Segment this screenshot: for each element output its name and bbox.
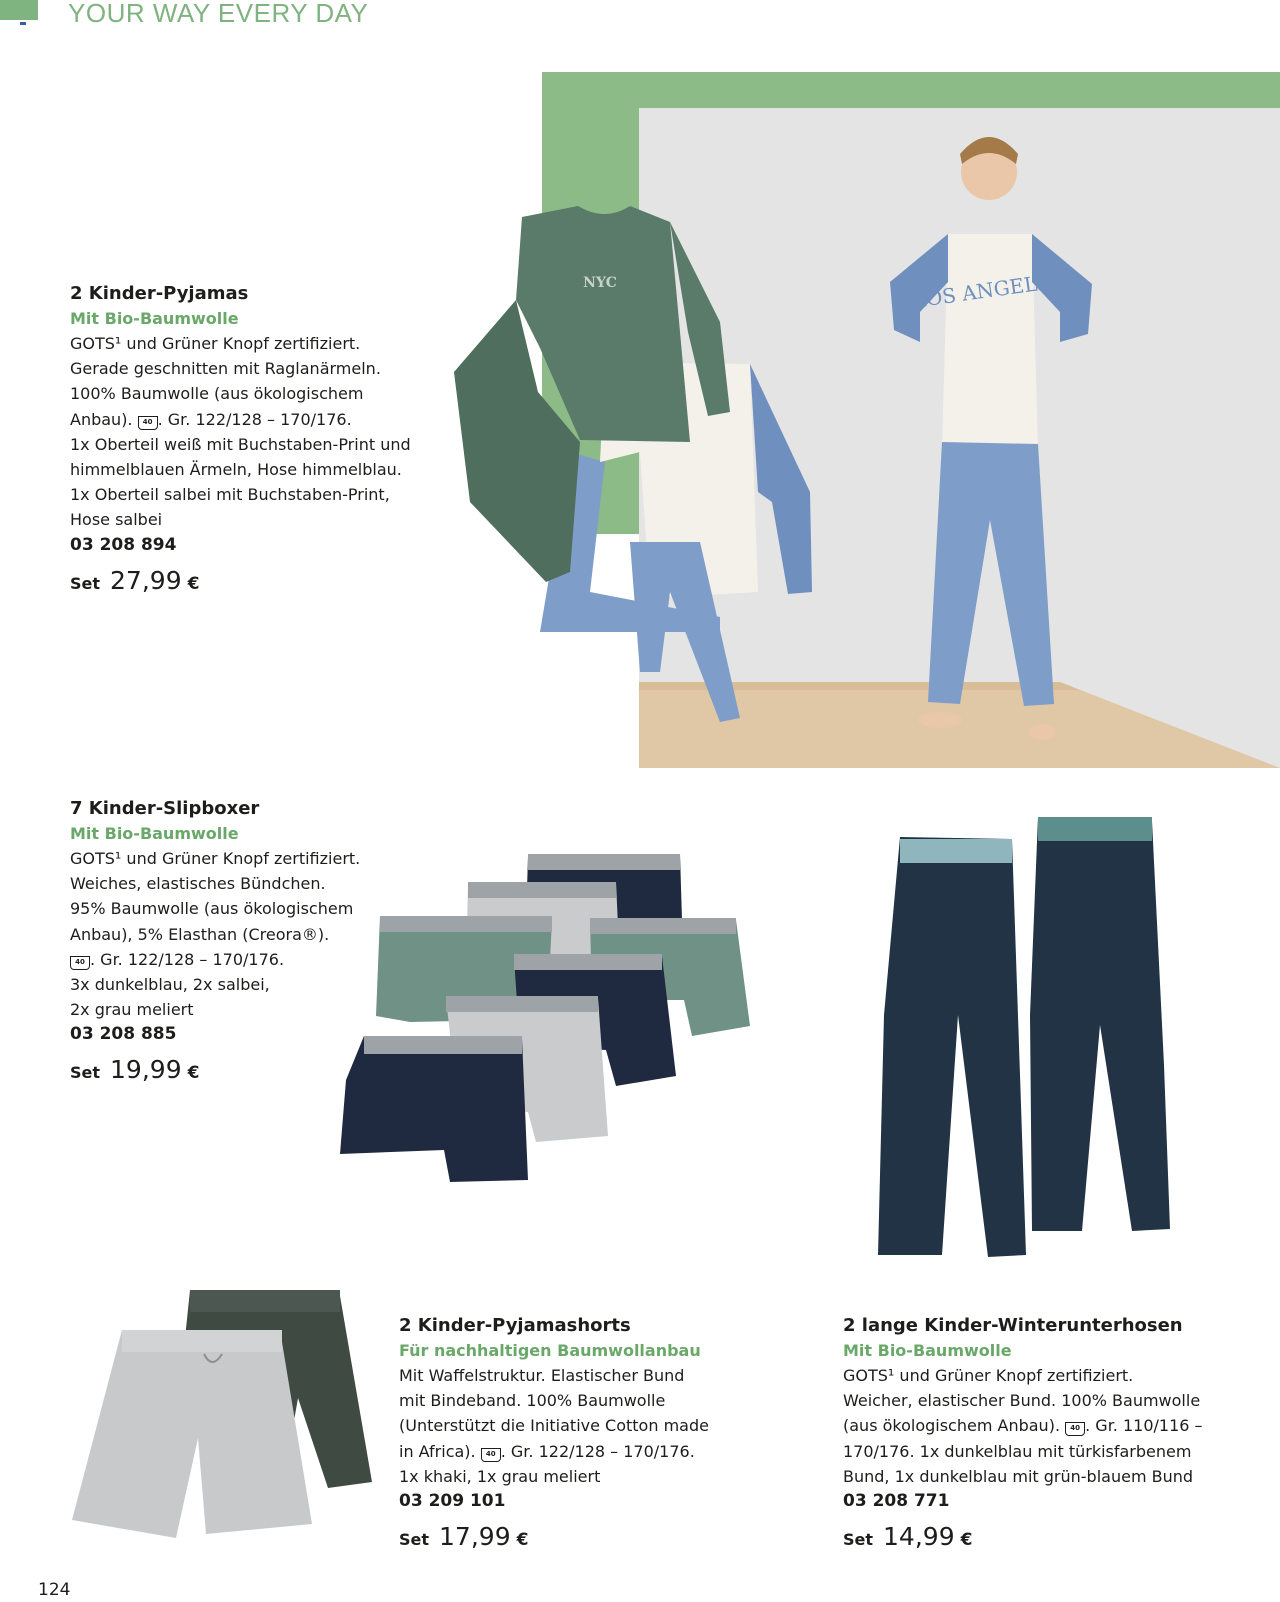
wash-40-icon: 40	[70, 956, 90, 970]
description-line: GOTS¹ und Grüner Knopf zertifiziert.	[843, 1366, 1134, 1385]
article-number: 03 209 101	[399, 1491, 506, 1512]
product-title: 2 lange Kinder-Winterunterhosen	[843, 1315, 1183, 1336]
page-number: 124	[38, 1580, 71, 1600]
description-fragment: (aus ökologischem Anbau).	[843, 1416, 1061, 1436]
product-subtitle: Mit Bio-Baumwolle	[70, 824, 239, 843]
description-line: 170/176. 1x dunkelblau mit türkisfarbenem	[843, 1441, 1192, 1461]
price-label: Set	[70, 1063, 101, 1083]
article-number: 03 208 771	[843, 1491, 950, 1512]
description-fragment: Anbau).	[70, 409, 133, 429]
description-line	[70, 407, 450, 432]
product-description	[843, 1363, 1273, 1489]
description-line: Weicher, elastischer Bund. 100% Baumwolle	[843, 1391, 1201, 1411]
description-line: 1x Oberteil weiß mit Buchstaben-Print und	[70, 434, 411, 454]
description-line: GOTS¹ und Grüner Knopf zertifiziert.	[70, 849, 361, 868]
product-kinder-slipboxer	[70, 796, 450, 1084]
price-label: Set	[399, 1530, 430, 1550]
price	[70, 1055, 450, 1084]
article-number: 03 208 894	[70, 534, 177, 555]
description-line: (Unterstützt die Initiative Cotton made	[399, 1416, 709, 1436]
product-description	[399, 1363, 779, 1489]
price	[843, 1522, 1273, 1551]
description-line: mit Bindeband. 100% Baumwolle	[399, 1391, 666, 1411]
price-label: Set	[70, 573, 101, 593]
description-line: Weiches, elastisches Bündchen.	[70, 874, 326, 894]
description-line: Mit Waffelstruktur. Elastischer Bund	[399, 1366, 685, 1385]
product-description	[70, 846, 450, 1022]
header-color-bar	[0, 0, 38, 20]
wash-40-icon: 40	[1065, 1422, 1085, 1436]
price-currency: €	[516, 1530, 529, 1551]
header-title: YOUR WAY EVERY DAY	[68, 0, 369, 28]
description-line	[70, 947, 450, 972]
price-amount: 27,99	[110, 565, 182, 595]
description-fragment: . Gr. 122/128 – 170/176.	[90, 949, 285, 969]
description-line	[399, 1439, 779, 1464]
price-amount: 14,99	[883, 1522, 955, 1552]
description-fragment: . Gr. 122/128 – 170/176.	[157, 409, 352, 429]
price-label: Set	[843, 1530, 874, 1550]
product-kinder-pyjamashorts	[399, 1313, 779, 1551]
description-line: Gerade geschnitten mit Raglanärmeln.	[70, 359, 381, 379]
price-amount: 17,99	[439, 1522, 511, 1552]
product-kinder-pyjamas	[70, 281, 450, 595]
winterunterhosen-photo	[870, 815, 1190, 1265]
shirt-nyc-print: NYC	[583, 275, 617, 291]
description-line: Bund, 1x dunkelblau mit grün-blauem Bund	[843, 1466, 1194, 1486]
description-line: himmelblauen Ärmeln, Hose himmelblau.	[70, 460, 402, 480]
price-currency: €	[187, 573, 200, 594]
price	[70, 566, 450, 595]
description-line: GOTS¹ und Grüner Knopf zertifiziert.	[70, 334, 361, 353]
product-title: 7 Kinder-Slipboxer	[70, 798, 260, 819]
product-subtitle: Für nachhaltigen Baumwollanbau	[399, 1341, 701, 1360]
description-fragment: . Gr. 122/128 – 170/176.	[500, 1441, 695, 1461]
product-subtitle: Mit Bio-Baumwolle	[70, 309, 239, 328]
pyjamashorts-photo	[72, 1288, 382, 1548]
shirt-print-text: LOS ANGELES	[911, 267, 1067, 313]
price-currency: €	[960, 1530, 973, 1551]
description-line: Anbau), 5% Elasthan (Creora®).	[70, 924, 330, 944]
description-line: 3x dunkelblau, 2x salbei,	[70, 975, 270, 995]
pyjama-photo	[420, 72, 1280, 768]
description-line: 95% Baumwolle (aus ökologischem	[70, 899, 354, 919]
wash-40-icon: 40	[138, 416, 158, 430]
header-flag-mark	[20, 22, 26, 25]
description-line: 2x grau meliert	[70, 1000, 194, 1020]
price-amount: 19,99	[110, 1055, 182, 1085]
product-description	[70, 331, 450, 533]
description-line: 1x khaki, 1x grau meliert	[399, 1466, 601, 1486]
product-title: 2 Kinder-Pyjamas	[70, 283, 249, 304]
description-fragment: in Africa).	[399, 1441, 476, 1461]
product-kinder-winterunterhosen	[843, 1313, 1273, 1551]
description-line: 1x Oberteil salbei mit Buchstaben-Print,	[70, 485, 390, 505]
price	[399, 1522, 779, 1551]
wash-40-icon: 40	[481, 1448, 501, 1462]
product-subtitle: Mit Bio-Baumwolle	[843, 1341, 1012, 1360]
description-line: Hose salbei	[70, 510, 163, 530]
article-number: 03 208 885	[70, 1024, 177, 1045]
description-line	[843, 1413, 1273, 1438]
description-line: 100% Baumwolle (aus ökologischem	[70, 384, 364, 404]
product-title: 2 Kinder-Pyjamashorts	[399, 1315, 631, 1336]
price-currency: €	[187, 1063, 200, 1084]
description-fragment: . Gr. 110/116 –	[1085, 1416, 1203, 1436]
